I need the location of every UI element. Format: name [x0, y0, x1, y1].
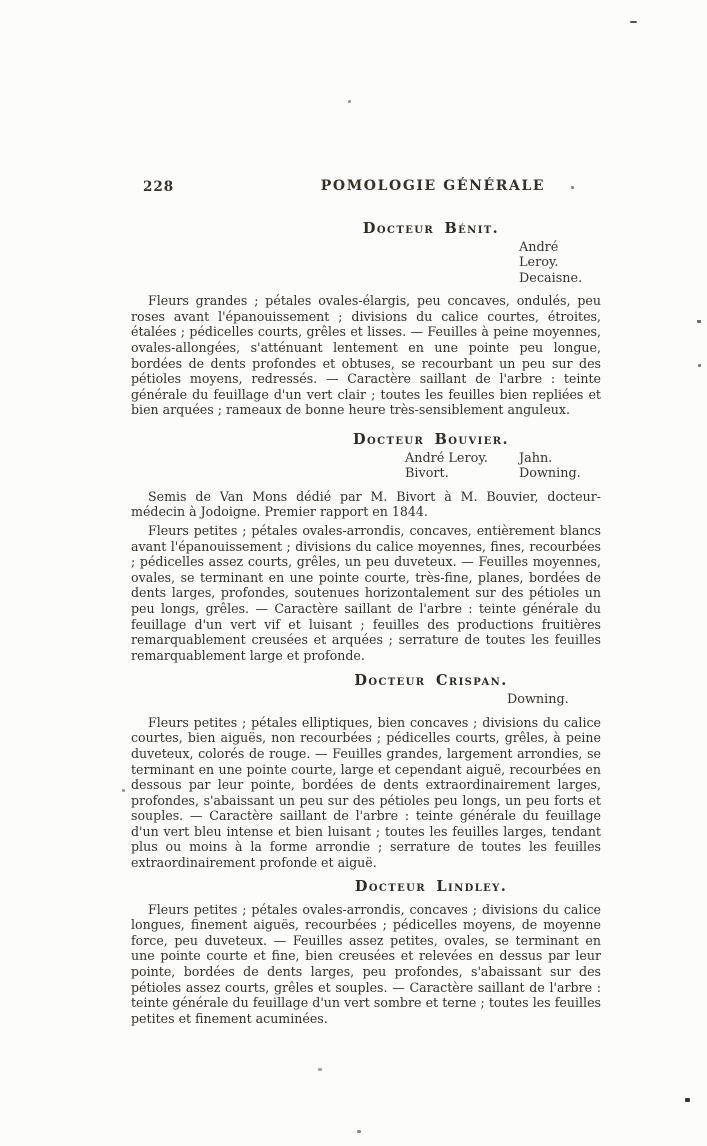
description-paragraph: Fleurs petites ; pétales elliptiques, bien concaves ; divisions du calice courtes, bien aiguës, non recourbées ; pédicelles courts, grêles, à peine duveteux, colorés de rouge. — Feuilles grandes, largement arrondies, se terminant en une pointe courte, large et cependant aiguë, recourbées en dessous par leur pointe, bordées de dents extraordinairement larges, profondes, s'abaissant un peu sur des pétioles peu longs, un peu forts et souples. — Caractère saillant de l'arbre : teinte générale du feuillage d'un vert bleu intense et bien luisant ; toutes les feuilles larges, tendant plus ou moins à la forme arrondie ; serrature de toutes les feuilles extraordinairement profonde et aiguë. — [131, 714, 601, 871]
page-number: 228 — [143, 179, 175, 195]
section-docteur-crispan — [131, 672, 601, 870]
description-paragraph: Fleurs petites ; pétales ovales-arrondis, concaves, entièrement blancs avant l'épanouissement ; divisions du calice moyennes, fines, recourbées ; pédicelles assez courts, grêles, un peu duveteux. — Feuilles moyennes, ovales, se terminant en une pointe courte, très-fine, planes, bordées de dents larges, profondes, soutenues horizontalement sur des pétioles un peu longs, grêles. — Caractère saillant de l'arbre : teinte générale du feuillage d'un vert vif et luisant ; feuilles des productions fruitières remarquablement creusées et arquées ; serrature de toutes les feuilles remarquablement large et profonde. — [131, 522, 601, 663]
authority-name: Decaisne. — [519, 270, 583, 286]
description-paragraph: Fleurs grandes ; pétales ovales-élargis, peu concaves, ondulés, peu roses avant l'épanouissement ; divisions du calice courtes, étroites, étalées ; pédicelles courts, grêles et lisses. — Feuilles à peine moyennes, ovales-allongées, s'atténuant lentement en une pointe peu longue, bordées de dents profondes et obtuses, se recourbant un peu sur des pétioles moyens, redressés. — Caractère saillant de l'arbre : teinte générale du feuillage d'un vert clair ; toutes les feuilles bien repliées et bien arquées ; rameaux de bonne heure très-sensiblement anguleux. — [131, 293, 601, 418]
running-title: POMOLOGIE GÉNÉRALE — [320, 178, 546, 194]
ink-speck-artifact — [571, 186, 574, 189]
description-paragraph: Fleurs petites ; pétales ovales-arrondis, concaves ; divisions du calice longues, finement aiguës, recourbées ; pédicelles moyens, de moyenne force, peu duveteux. — Feuilles assez petites, ovales, se terminant en une pointe courte et fine, bien creusées et relevées en dessus par leur pointe, bordées de dents larges, peu profondes, s'abaissant sur des pétioles assez courts, grêles et souples. — Caractère saillant de l'arbre : teinte générale du feuillage d'un vert sombre et terne ; toutes les feuilles petites et finement acuminées. — [131, 901, 601, 1026]
section-docteur-benit — [131, 220, 601, 418]
authority-name: Jahn. — [519, 450, 553, 466]
ink-speck-artifact — [685, 1098, 690, 1102]
ink-speck-artifact — [122, 789, 125, 792]
section-heading: Docteur Crispan. — [354, 672, 508, 690]
history-paragraph: Semis de Van Mons dédié par M. Bivort à M. Bouvier, docteur-médecin à Jodoigne. Premier rapport en 1844. — [131, 488, 601, 520]
ink-speck-artifact — [698, 364, 701, 367]
section-heading: Docteur Bénit. — [362, 220, 500, 237]
authority-name: Downing. — [507, 692, 569, 708]
authority-name: André Leroy. — [519, 240, 559, 271]
ink-speck-artifact — [357, 1130, 361, 1133]
authority-name: Downing. — [519, 466, 581, 482]
ink-speck-artifact — [318, 1068, 322, 1071]
running-header — [131, 178, 601, 196]
section-heading: Docteur Lindley. — [354, 877, 508, 895]
ink-speck-artifact — [697, 320, 701, 323]
ink-speck-artifact — [348, 100, 351, 103]
ink-speck-artifact — [630, 21, 637, 23]
authority-list — [131, 240, 601, 286]
section-docteur-bouvier — [131, 431, 601, 663]
authority-name: Bivort. — [405, 466, 449, 482]
section-docteur-lindley — [131, 878, 601, 1027]
authority-name: André Leroy. — [405, 450, 488, 466]
authority-list — [131, 692, 601, 707]
authority-list — [405, 451, 581, 482]
section-heading: Docteur Bouvier. — [353, 430, 509, 448]
